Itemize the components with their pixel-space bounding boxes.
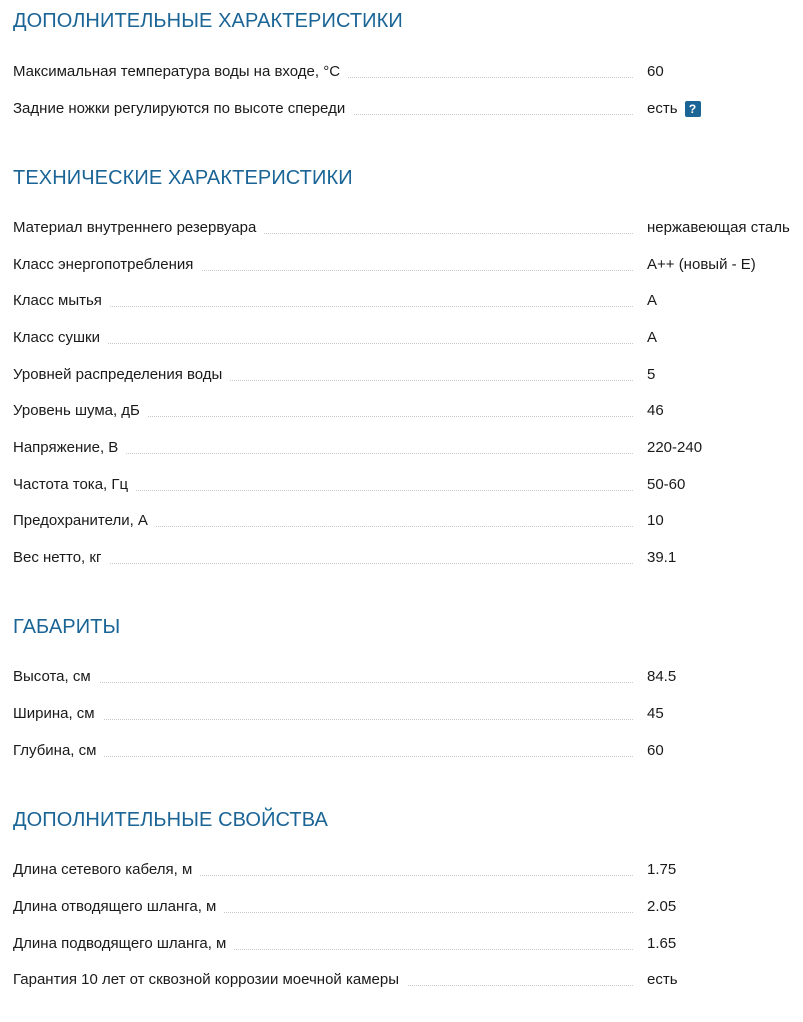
section-title: ГАБАРИТЫ <box>13 616 121 638</box>
spec-label: Высота, см <box>13 667 99 687</box>
spec-value: A <box>647 292 658 309</box>
spec-value: 2.05 <box>647 898 677 915</box>
spec-value: есть <box>647 971 678 988</box>
spec-label: Предохранители, А <box>13 511 156 531</box>
spec-value: A <box>647 329 658 346</box>
spec-label: Уровней распределения воды <box>13 365 230 385</box>
section-title: ДОПОЛНИТЕЛЬНЫЕ СВОЙСТВА <box>13 809 328 831</box>
spec-row-noise-level <box>13 399 803 423</box>
spec-value: 5 <box>647 366 656 383</box>
spec-row-fuses <box>13 509 803 533</box>
spec-row-tank-material <box>13 216 803 240</box>
spec-value: A++ (новый - E) <box>647 256 756 273</box>
spec-row-drying-class <box>13 326 803 350</box>
spec-value: 60 <box>647 742 664 759</box>
spec-row-rear-feet-adjustable <box>13 97 803 121</box>
spec-value: 84.5 <box>647 668 677 685</box>
spec-value: есть <box>647 100 678 117</box>
section-title: ТЕХНИЧЕСКИЕ ХАРАКТЕРИСТИКИ <box>13 167 353 189</box>
spec-value: 10 <box>647 512 664 529</box>
spec-label: Длина подводящего шланга, м <box>13 934 234 954</box>
leader-dots <box>13 756 633 757</box>
spec-row-corrosion-warranty <box>13 968 803 992</box>
spec-row-depth <box>13 739 803 763</box>
section-title: ДОПОЛНИТЕЛЬНЫЕ ХАРАКТЕРИСТИКИ <box>13 10 403 32</box>
spec-value: нержавеющая сталь <box>647 219 790 236</box>
spec-label: Задние ножки регулируются по высоте спереди <box>13 99 353 119</box>
spec-label: Класс энергопотребления <box>13 255 201 275</box>
spec-value: 1.75 <box>647 861 677 878</box>
spec-value-wrapper <box>647 99 701 119</box>
spec-row-height <box>13 665 803 689</box>
spec-label: Класс мытья <box>13 291 110 311</box>
spec-value: 220-240 <box>647 439 703 456</box>
spec-row-drain-hose-length <box>13 895 803 919</box>
leader-dots <box>13 682 633 683</box>
spec-row-voltage <box>13 436 803 460</box>
spec-label: Длина отводящего шланга, м <box>13 897 224 917</box>
spec-value: 45 <box>647 705 664 722</box>
spec-row-max-water-temp <box>13 60 803 84</box>
spec-label: Глубина, см <box>13 741 104 761</box>
spec-label: Материал внутреннего резервуара <box>13 218 264 238</box>
spec-label: Частота тока, Гц <box>13 475 136 495</box>
spec-value: 50-60 <box>647 476 686 493</box>
spec-row-frequency <box>13 473 803 497</box>
spec-row-water-levels <box>13 363 803 387</box>
leader-dots <box>13 719 633 720</box>
spec-row-energy-class <box>13 253 803 277</box>
spec-row-net-weight <box>13 546 803 570</box>
spec-label: Максимальная температура воды на входе, °C <box>13 62 348 82</box>
spec-value: 60 <box>647 63 664 80</box>
spec-row-inlet-hose-length <box>13 932 803 956</box>
spec-value: 39.1 <box>647 549 677 566</box>
spec-value: 1.65 <box>647 935 677 952</box>
spec-label: Длина сетевого кабеля, м <box>13 860 200 880</box>
spec-label: Напряжение, В <box>13 438 126 458</box>
spec-row-width <box>13 702 803 726</box>
spec-label: Класс сушки <box>13 328 108 348</box>
spec-row-washing-class <box>13 289 803 313</box>
question-icon[interactable]: ? <box>685 101 701 117</box>
spec-value: 46 <box>647 402 664 419</box>
spec-label: Уровень шума, дБ <box>13 401 148 421</box>
spec-label: Вес нетто, кг <box>13 548 109 568</box>
spec-label: Ширина, см <box>13 704 103 724</box>
spec-label: Гарантия 10 лет от сквозной коррозии моечной камеры <box>13 970 407 990</box>
spec-row-power-cable-length <box>13 858 803 882</box>
